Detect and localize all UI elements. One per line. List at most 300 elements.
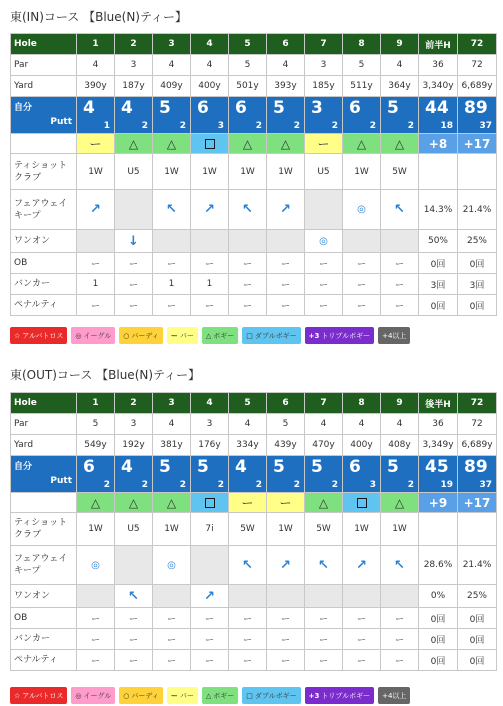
score-block xyxy=(191,456,228,492)
score-cell xyxy=(305,456,343,493)
ob-total: 0回 xyxy=(458,253,497,274)
tee-club: 1W xyxy=(153,513,191,546)
score-block xyxy=(267,456,304,492)
one-on-cell xyxy=(343,585,381,608)
hole-number: 8 xyxy=(343,393,381,414)
fairway-left-icon xyxy=(153,190,191,230)
par-value: 4 xyxy=(153,414,191,435)
arrow-right-icon: ↗ xyxy=(356,557,367,573)
putts: 1 xyxy=(103,121,110,131)
bunker-value: ー xyxy=(115,274,153,295)
birdie-icon: ○ xyxy=(123,331,130,340)
tee-club: 1W xyxy=(381,513,419,546)
bunker-value: 1 xyxy=(153,274,191,295)
par-value: 3 xyxy=(191,414,229,435)
over-par-total: +17 xyxy=(458,493,497,513)
strokes: 5 xyxy=(273,457,285,477)
score-block xyxy=(267,97,304,133)
yard-value: 511y xyxy=(343,76,381,97)
penalty-value: ー xyxy=(77,650,115,671)
score-block xyxy=(153,97,190,133)
legend-label: ダブルボギー xyxy=(254,331,297,340)
arrow-left-icon: ↖ xyxy=(128,588,139,604)
bunker-half: 0回 xyxy=(419,629,458,650)
tee-club: 1W xyxy=(191,154,229,190)
penalty-value: ー xyxy=(267,650,305,671)
self-putt-label xyxy=(11,97,77,134)
one-on-cell xyxy=(77,585,115,608)
score-legend xyxy=(10,687,410,704)
yard-value: 390y xyxy=(77,76,115,97)
legend-birdie xyxy=(119,687,163,704)
legend-double-bogey xyxy=(242,687,300,704)
arrow-right-icon: ↗ xyxy=(204,588,215,604)
score-block xyxy=(115,456,152,492)
yard-value: 408y xyxy=(381,435,419,456)
penalty-value: ー xyxy=(191,295,229,316)
score-cell xyxy=(343,456,381,493)
tee-club: 7i xyxy=(191,513,229,546)
putts: 2 xyxy=(331,480,338,490)
over-par-half: +9 xyxy=(419,493,458,513)
triple-bogey-icon: +3 xyxy=(308,331,320,340)
tee-club: 1W xyxy=(229,154,267,190)
half-label: 後半H xyxy=(419,393,458,414)
par-total: 72 xyxy=(458,55,497,76)
penalty-total: 0回 xyxy=(458,650,497,671)
yard-half: 3,340y xyxy=(419,76,458,97)
bunker-total: 0回 xyxy=(458,629,497,650)
tee-club-row xyxy=(11,154,497,190)
arrow-right-icon: ↗ xyxy=(280,202,291,217)
yard-value: 187y xyxy=(115,76,153,97)
self-putt-label xyxy=(11,456,77,493)
strokes: 5 xyxy=(159,457,171,477)
putt-label: Putt xyxy=(50,117,72,127)
ob-half: 0回 xyxy=(419,608,458,629)
one-on-label: ワンオン xyxy=(11,230,77,253)
putts: 2 xyxy=(293,121,300,131)
strokes: 4 xyxy=(235,457,247,477)
one-on-cell xyxy=(191,585,229,608)
hole-number: 8 xyxy=(343,34,381,55)
yard-value: 400y xyxy=(191,76,229,97)
ob-value: ー xyxy=(381,608,419,629)
section-title: 東(OUT)コース 【Blue(N)ティー】 xyxy=(10,368,201,382)
fairway-half: 28.6% xyxy=(419,546,458,585)
yard-value: 439y xyxy=(267,435,305,456)
tee-club: U5 xyxy=(115,154,153,190)
par-value: 4 xyxy=(381,55,419,76)
score-cell xyxy=(115,97,153,134)
putts: 2 xyxy=(293,480,300,490)
par-value: 5 xyxy=(229,55,267,76)
putts: 19 xyxy=(440,480,453,490)
yard-value: 393y xyxy=(267,76,305,97)
self-label: 自分 xyxy=(14,462,33,472)
score-block xyxy=(458,456,496,492)
bunker-value: ー xyxy=(77,629,115,650)
par-mark: ー xyxy=(77,134,115,154)
arrow-left-icon: ↖ xyxy=(242,557,253,573)
bogey-mark: △ xyxy=(153,134,191,154)
par-row xyxy=(11,55,497,76)
legend-label: パー xyxy=(179,691,194,700)
tee-total-empty xyxy=(458,513,497,546)
fairway-total: 21.4% xyxy=(458,546,497,585)
tee-club: 1W xyxy=(343,513,381,546)
bunker-value: ー xyxy=(191,629,229,650)
legend-triple-bogey xyxy=(305,327,374,344)
penalty-half: 0回 xyxy=(419,650,458,671)
score-block xyxy=(381,97,418,133)
ob-value: ー xyxy=(343,608,381,629)
fairway-row xyxy=(11,190,497,230)
bogey-icon: △ xyxy=(205,691,212,700)
score-block xyxy=(419,97,457,133)
hole-number: 7 xyxy=(305,393,343,414)
triple-bogey-icon: +3 xyxy=(308,691,320,700)
bunker-total: 3回 xyxy=(458,274,497,295)
bunker-value: 1 xyxy=(77,274,115,295)
bunker-value: ー xyxy=(229,274,267,295)
par-value: 4 xyxy=(229,414,267,435)
albatross-icon: ☆ xyxy=(14,331,21,340)
one-on-cell xyxy=(381,230,419,253)
fairway-center-icon xyxy=(77,546,115,585)
one-on-cell xyxy=(267,585,305,608)
one-on-half: 0% xyxy=(419,585,458,608)
arrow-right-icon: ↗ xyxy=(204,202,215,217)
ob-value: ー xyxy=(305,608,343,629)
putts: 2 xyxy=(217,480,224,490)
one-on-cell xyxy=(267,230,305,253)
penalty-label: ペナルティ xyxy=(11,295,77,316)
par-value: 5 xyxy=(267,414,305,435)
par-value: 5 xyxy=(77,414,115,435)
legend-label: アルバトロス xyxy=(22,691,64,700)
tee-club: U5 xyxy=(115,513,153,546)
tee-club: 1W xyxy=(267,154,305,190)
fairway-left-icon xyxy=(229,546,267,585)
penalty-value: ー xyxy=(229,295,267,316)
bunker-row xyxy=(11,274,497,295)
birdie-icon: ○ xyxy=(123,691,130,700)
strokes: 6 xyxy=(83,457,95,477)
legend-label: ボギー xyxy=(213,331,235,340)
hole-number: 2 xyxy=(115,34,153,55)
ob-value: ー xyxy=(153,253,191,274)
legend-albatross xyxy=(10,687,67,704)
total-label: 72 xyxy=(458,393,497,414)
arrow-right-icon: ↗ xyxy=(90,202,101,217)
self-label: 自分 xyxy=(14,103,33,113)
score-cell xyxy=(381,97,419,134)
hole-label: Hole xyxy=(11,393,77,414)
hole-number: 4 xyxy=(191,393,229,414)
hole-label: Hole xyxy=(11,34,77,55)
bogey-icon: △ xyxy=(205,331,212,340)
penalty-value: ー xyxy=(153,650,191,671)
penalty-value: ー xyxy=(229,650,267,671)
yard-value: 364y xyxy=(381,76,419,97)
par-half: 36 xyxy=(419,414,458,435)
eagle-icon: ◎ xyxy=(75,691,82,700)
bunker-label: バンカー xyxy=(11,274,77,295)
tee-club: 1W xyxy=(153,154,191,190)
hole-number: 3 xyxy=(153,34,191,55)
bunker-value: ー xyxy=(381,274,419,295)
tee-club-label: ティショット クラブ xyxy=(11,513,77,546)
bunker-value: ー xyxy=(343,274,381,295)
arrow-left-icon: ↖ xyxy=(394,202,405,217)
one-on-cell xyxy=(343,230,381,253)
fairway-right-icon xyxy=(267,546,305,585)
fairway-right-icon xyxy=(343,546,381,585)
legend-label: ボギー xyxy=(213,691,235,700)
hole-number: 3 xyxy=(153,393,191,414)
score-total xyxy=(458,456,497,493)
bunker-value: ー xyxy=(229,629,267,650)
fairway-right-icon xyxy=(267,190,305,230)
result-mark-row xyxy=(11,493,497,513)
putts: 2 xyxy=(103,480,110,490)
score-block xyxy=(77,456,114,492)
strokes: 45 xyxy=(425,457,449,477)
bunker-value: ー xyxy=(267,274,305,295)
fairway-center-icon xyxy=(343,190,381,230)
penalty-row xyxy=(11,650,497,671)
score-block xyxy=(229,456,266,492)
penalty-value: ー xyxy=(115,295,153,316)
target-icon: ◎ xyxy=(167,559,176,571)
ob-total: 0回 xyxy=(458,608,497,629)
putts: 2 xyxy=(331,121,338,131)
score-half xyxy=(419,97,458,134)
penalty-row xyxy=(11,295,497,316)
double-mark xyxy=(343,493,381,513)
arrow-left-icon: ↖ xyxy=(166,202,177,217)
one-on-cell xyxy=(229,585,267,608)
hole-number: 5 xyxy=(229,34,267,55)
yard-value: 400y xyxy=(343,435,381,456)
strokes: 44 xyxy=(425,98,449,118)
ob-value: ー xyxy=(305,253,343,274)
bogey-mark: △ xyxy=(115,134,153,154)
eagle-icon: ◎ xyxy=(75,331,82,340)
scorecard-table xyxy=(10,33,497,316)
one-on-cell xyxy=(305,585,343,608)
hole-header-row xyxy=(11,34,497,55)
tee-club-row xyxy=(11,513,497,546)
legend-label: バーディ xyxy=(131,331,159,340)
one-on-cell xyxy=(77,230,115,253)
double-bogey-icon: □ xyxy=(246,691,253,700)
par-value: 4 xyxy=(77,55,115,76)
ob-label: OB xyxy=(11,608,77,629)
hole-number: 6 xyxy=(267,393,305,414)
ob-value: ー xyxy=(153,608,191,629)
arrow-left-icon: ↖ xyxy=(318,557,329,573)
legend-albatross xyxy=(10,327,67,344)
score-cell xyxy=(229,456,267,493)
one-on-cell xyxy=(191,230,229,253)
score-block xyxy=(77,97,114,133)
fairway-none-icon xyxy=(305,190,343,230)
score-cell xyxy=(343,97,381,134)
bogey-mark: △ xyxy=(153,493,191,513)
putt-label: Putt xyxy=(50,476,72,486)
hole-number: 6 xyxy=(267,34,305,55)
scorecard-table xyxy=(10,392,497,671)
bunker-value: ー xyxy=(153,629,191,650)
strokes: 4 xyxy=(121,98,133,118)
par-value: 5 xyxy=(343,55,381,76)
bogey-mark: △ xyxy=(381,134,419,154)
yard-value: 176y xyxy=(191,435,229,456)
target-icon: ◎ xyxy=(357,204,366,215)
fairway-left-icon xyxy=(305,546,343,585)
ob-value: ー xyxy=(115,608,153,629)
par-row xyxy=(11,414,497,435)
yard-total: 6,689y xyxy=(458,435,497,456)
score-block xyxy=(115,97,152,133)
one-on-cell xyxy=(153,585,191,608)
target-icon: ◎ xyxy=(91,559,100,571)
yard-value: 185y xyxy=(305,76,343,97)
penalty-value: ー xyxy=(153,295,191,316)
tee-total-empty xyxy=(458,154,497,190)
yard-value: 381y xyxy=(153,435,191,456)
strokes: 6 xyxy=(349,457,361,477)
one-on-row xyxy=(11,585,497,608)
square-icon xyxy=(357,498,367,508)
yard-row xyxy=(11,76,497,97)
putts: 2 xyxy=(255,480,262,490)
ob-value: ー xyxy=(343,253,381,274)
legend-label: イーグル xyxy=(83,691,112,700)
arrow-right-icon: ↗ xyxy=(280,557,291,573)
arrow-left-icon: ↖ xyxy=(242,202,253,217)
double-mark xyxy=(191,134,229,154)
score-row xyxy=(11,456,497,493)
score-legend xyxy=(10,327,410,344)
par-value: 4 xyxy=(381,414,419,435)
ob-value: ー xyxy=(381,253,419,274)
strokes: 5 xyxy=(387,98,399,118)
strokes: 89 xyxy=(464,457,488,477)
bogey-mark: △ xyxy=(267,134,305,154)
albatross-icon: ☆ xyxy=(14,691,21,700)
putts: 2 xyxy=(141,121,148,131)
putts: 2 xyxy=(179,480,186,490)
yard-value: 549y xyxy=(77,435,115,456)
fairway-right-icon xyxy=(77,190,115,230)
strokes: 3 xyxy=(311,98,323,118)
legend-eagle xyxy=(71,687,115,704)
yard-value: 470y xyxy=(305,435,343,456)
yard-value: 334y xyxy=(229,435,267,456)
fairway-label: フェアウェイ キープ xyxy=(11,190,77,230)
bunker-value: ー xyxy=(115,629,153,650)
ob-value: ー xyxy=(77,253,115,274)
legend-bogey xyxy=(202,327,238,344)
bunker-value: ー xyxy=(267,629,305,650)
putts: 37 xyxy=(479,480,492,490)
par-mark: ー xyxy=(305,134,343,154)
putts: 2 xyxy=(407,121,414,131)
legend-label: トリプルボギー xyxy=(321,691,371,700)
mark-label-empty xyxy=(11,493,77,513)
score-total xyxy=(458,97,497,134)
ob-value: ー xyxy=(115,253,153,274)
ob-value: ー xyxy=(77,608,115,629)
par-value: 3 xyxy=(305,55,343,76)
yard-row xyxy=(11,435,497,456)
bunker-row xyxy=(11,629,497,650)
section-title: 東(IN)コース 【Blue(N)ティー】 xyxy=(10,10,188,24)
hole-number: 5 xyxy=(229,393,267,414)
penalty-value: ー xyxy=(267,295,305,316)
one-on-total: 25% xyxy=(458,585,497,608)
score-block xyxy=(191,97,228,133)
yard-label: Yard xyxy=(11,435,77,456)
score-half xyxy=(419,456,458,493)
score-cell xyxy=(229,97,267,134)
fairway-label: フェアウェイ キープ xyxy=(11,546,77,585)
one-on-cell xyxy=(381,585,419,608)
strokes: 6 xyxy=(197,98,209,118)
penalty-total: 0回 xyxy=(458,295,497,316)
penalty-value: ー xyxy=(381,295,419,316)
legend-four-over xyxy=(378,687,410,704)
target-icon: ◎ xyxy=(319,235,328,247)
fairway-none-icon xyxy=(115,190,153,230)
one-on-total: 25% xyxy=(458,230,497,253)
score-cell xyxy=(267,456,305,493)
fairway-row xyxy=(11,546,497,585)
putts: 2 xyxy=(141,480,148,490)
tee-half-empty xyxy=(419,513,458,546)
penalty-value: ー xyxy=(305,650,343,671)
score-cell xyxy=(153,456,191,493)
yard-value: 501y xyxy=(229,76,267,97)
strokes: 4 xyxy=(83,98,95,118)
bunker-value: ー xyxy=(381,629,419,650)
ob-row xyxy=(11,253,497,274)
score-block xyxy=(229,97,266,133)
penalty-value: ー xyxy=(381,650,419,671)
one-on-cell xyxy=(305,230,343,253)
par-label: Par xyxy=(11,55,77,76)
legend-par xyxy=(167,687,198,704)
par-value: 3 xyxy=(115,55,153,76)
putts: 2 xyxy=(407,480,414,490)
strokes: 6 xyxy=(235,98,247,118)
legend-label: パー xyxy=(179,331,194,340)
mark-label-empty xyxy=(11,134,77,154)
putts: 3 xyxy=(217,121,224,131)
penalty-label: ペナルティ xyxy=(11,650,77,671)
score-cell xyxy=(381,456,419,493)
putts: 37 xyxy=(479,121,492,131)
bunker-value: 1 xyxy=(191,274,229,295)
par-value: 4 xyxy=(305,414,343,435)
tee-club: 5W xyxy=(305,513,343,546)
score-block xyxy=(458,97,496,133)
ob-value: ー xyxy=(191,253,229,274)
score-cell xyxy=(191,97,229,134)
